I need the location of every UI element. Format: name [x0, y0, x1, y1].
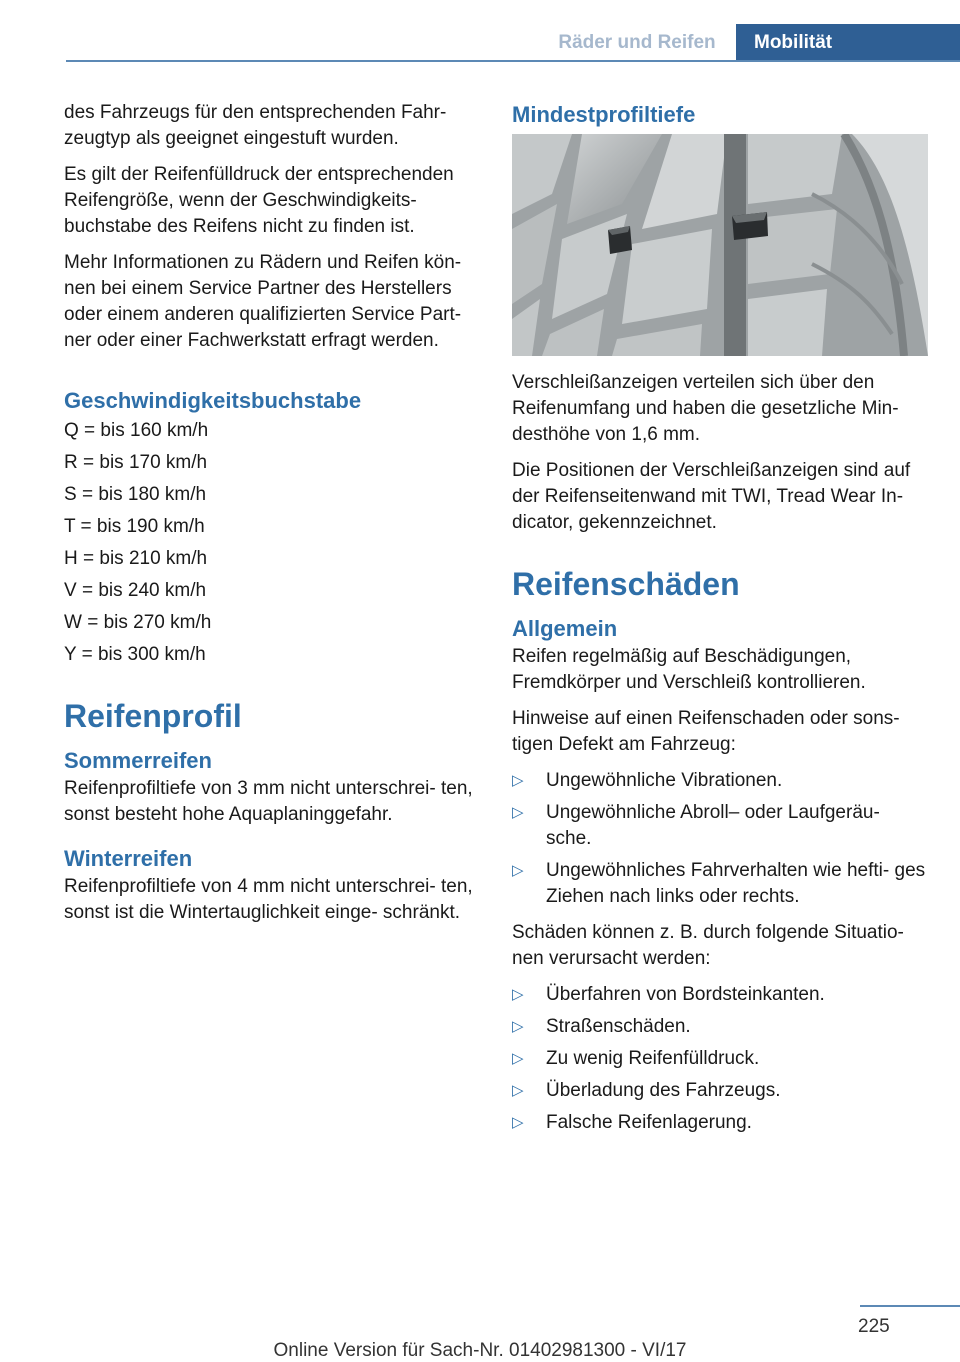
tread-wear-indicator-photo — [512, 134, 928, 356]
triangle-bullet-icon: ▷ — [512, 986, 524, 1003]
list-item-text: Straßenschäden. — [546, 1016, 691, 1037]
list-item-text: Überladung des Fahrzeugs. — [546, 1080, 781, 1101]
header-chapter-tab: Mobilität — [736, 24, 960, 62]
speed-letter-item: R = bis 170 km/h — [64, 452, 208, 473]
speed-letter-item: H = bis 210 km/h — [64, 548, 208, 569]
paragraph: Es gilt der Reifenfülldruck der entsprechenden Reifengröße, wenn der Geschwindigkeits‐ buchstabe des Reifens nicht zu finden ist. — [64, 164, 454, 237]
list-item — [512, 1078, 930, 1104]
speed-letter-list — [64, 416, 482, 672]
list-item — [512, 858, 930, 910]
speed-letter-item: Q = bis 160 km/h — [64, 420, 209, 441]
triangle-bullet-icon: ▷ — [512, 862, 524, 879]
speed-letter-item: Y = bis 300 km/h — [64, 644, 206, 665]
min-tread-heading: Mindestprofiltiefe — [512, 102, 696, 127]
triangle-bullet-icon: ▷ — [512, 1114, 524, 1131]
header-rule — [66, 60, 960, 62]
list-item-text: Ungewöhnliche Vibrationen. — [546, 770, 783, 791]
online-version-footer: Online Version für Sach-Nr. 01402981300 - VI/17 — [273, 1340, 687, 1361]
list-item — [512, 768, 930, 794]
min-tread-text-1: Verschleißanzeigen verteilen sich über den Reifenumfang und haben die gesetzliche Min‐ desthöhe von 1,6 mm. — [512, 372, 899, 445]
list-item-text: Ungewöhnliche Abroll– oder Laufgeräu‐ sche. — [546, 802, 880, 849]
triangle-bullet-icon: ▷ — [512, 1050, 524, 1067]
damage-causes-list — [512, 982, 930, 1136]
min-tread-text-2: Die Positionen der Verschleißanzeigen sind auf der Reifenseitenwand mit TWI, Tread Wear In‐ dicator, gekennzeichnet. — [512, 460, 911, 533]
list-item — [512, 1014, 930, 1040]
right-column — [512, 100, 930, 1146]
summer-tires-text: Reifenprofiltiefe von 3 mm nicht unterschrei‐ ten, sonst besteht hohe Aquaplaninggefahr. — [64, 778, 473, 825]
paragraph: Mehr Informationen zu Rädern und Reifen kön‐ nen bei einem Service Partner des Herstellers oder einem anderen qualifizierten Service Part‐ ner oder einer Fachwerkstatt erfragt werden. — [64, 252, 462, 351]
list-item — [512, 1110, 930, 1136]
winter-tires-heading: Winterreifen — [64, 846, 193, 871]
list-item — [512, 1046, 930, 1072]
speed-letter-item: S = bis 180 km/h — [64, 484, 207, 505]
triangle-bullet-icon: ▷ — [512, 804, 524, 821]
list-item — [512, 800, 930, 852]
triangle-bullet-icon: ▷ — [512, 1018, 524, 1035]
summer-tires-heading: Sommerreifen — [64, 748, 212, 773]
general-text-2: Hinweise auf einen Reifenschaden oder sons‐ tigen Defekt am Fahrzeug: — [512, 708, 900, 755]
general-text-1: Reifen regelmäßig auf Beschädigungen, Fremdkörper und Verschleiß kontrollieren. — [512, 646, 866, 693]
paragraph: des Fahrzeugs für den entsprechenden Fahr‐ zeugtyp als geeignet eingestuft wurden. — [64, 102, 447, 149]
speed-letter-item: T = bis 190 km/h — [64, 516, 205, 537]
list-item-text: Falsche Reifenlagerung. — [546, 1112, 752, 1133]
list-item-text: Zu wenig Reifenfülldruck. — [546, 1048, 760, 1069]
triangle-bullet-icon: ▷ — [512, 772, 524, 789]
triangle-bullet-icon: ▷ — [512, 1082, 524, 1099]
left-column — [64, 100, 482, 936]
tire-profile-title: Reifenprofil — [64, 698, 242, 734]
speed-letter-heading: Geschwindigkeitsbuchstabe — [64, 388, 362, 413]
tire-damage-title: Reifenschäden — [512, 566, 740, 602]
footer-rule — [860, 1305, 960, 1307]
page-number: 225 — [858, 1316, 890, 1337]
list-item — [512, 982, 930, 1008]
list-item-text: Ungewöhnliches Fahrverhalten wie hefti‐ ges Ziehen nach links oder rechts. — [546, 860, 926, 907]
general-heading: Allgemein — [512, 616, 618, 641]
header-section-label: Räder und Reifen — [558, 32, 716, 53]
damage-signs-list — [512, 768, 930, 910]
winter-tires-text: Reifenprofiltiefe von 4 mm nicht unterschrei‐ ten, sonst ist die Wintertauglichkeit einge‐ schränkt. — [64, 876, 473, 923]
speed-letter-item: W = bis 270 km/h — [64, 612, 212, 633]
causes-intro: Schäden können z. B. durch folgende Situatio‐ nen verursacht werden: — [512, 922, 904, 969]
list-item-text: Überfahren von Bordsteinkanten. — [546, 984, 825, 1005]
speed-letter-item: V = bis 240 km/h — [64, 580, 207, 601]
